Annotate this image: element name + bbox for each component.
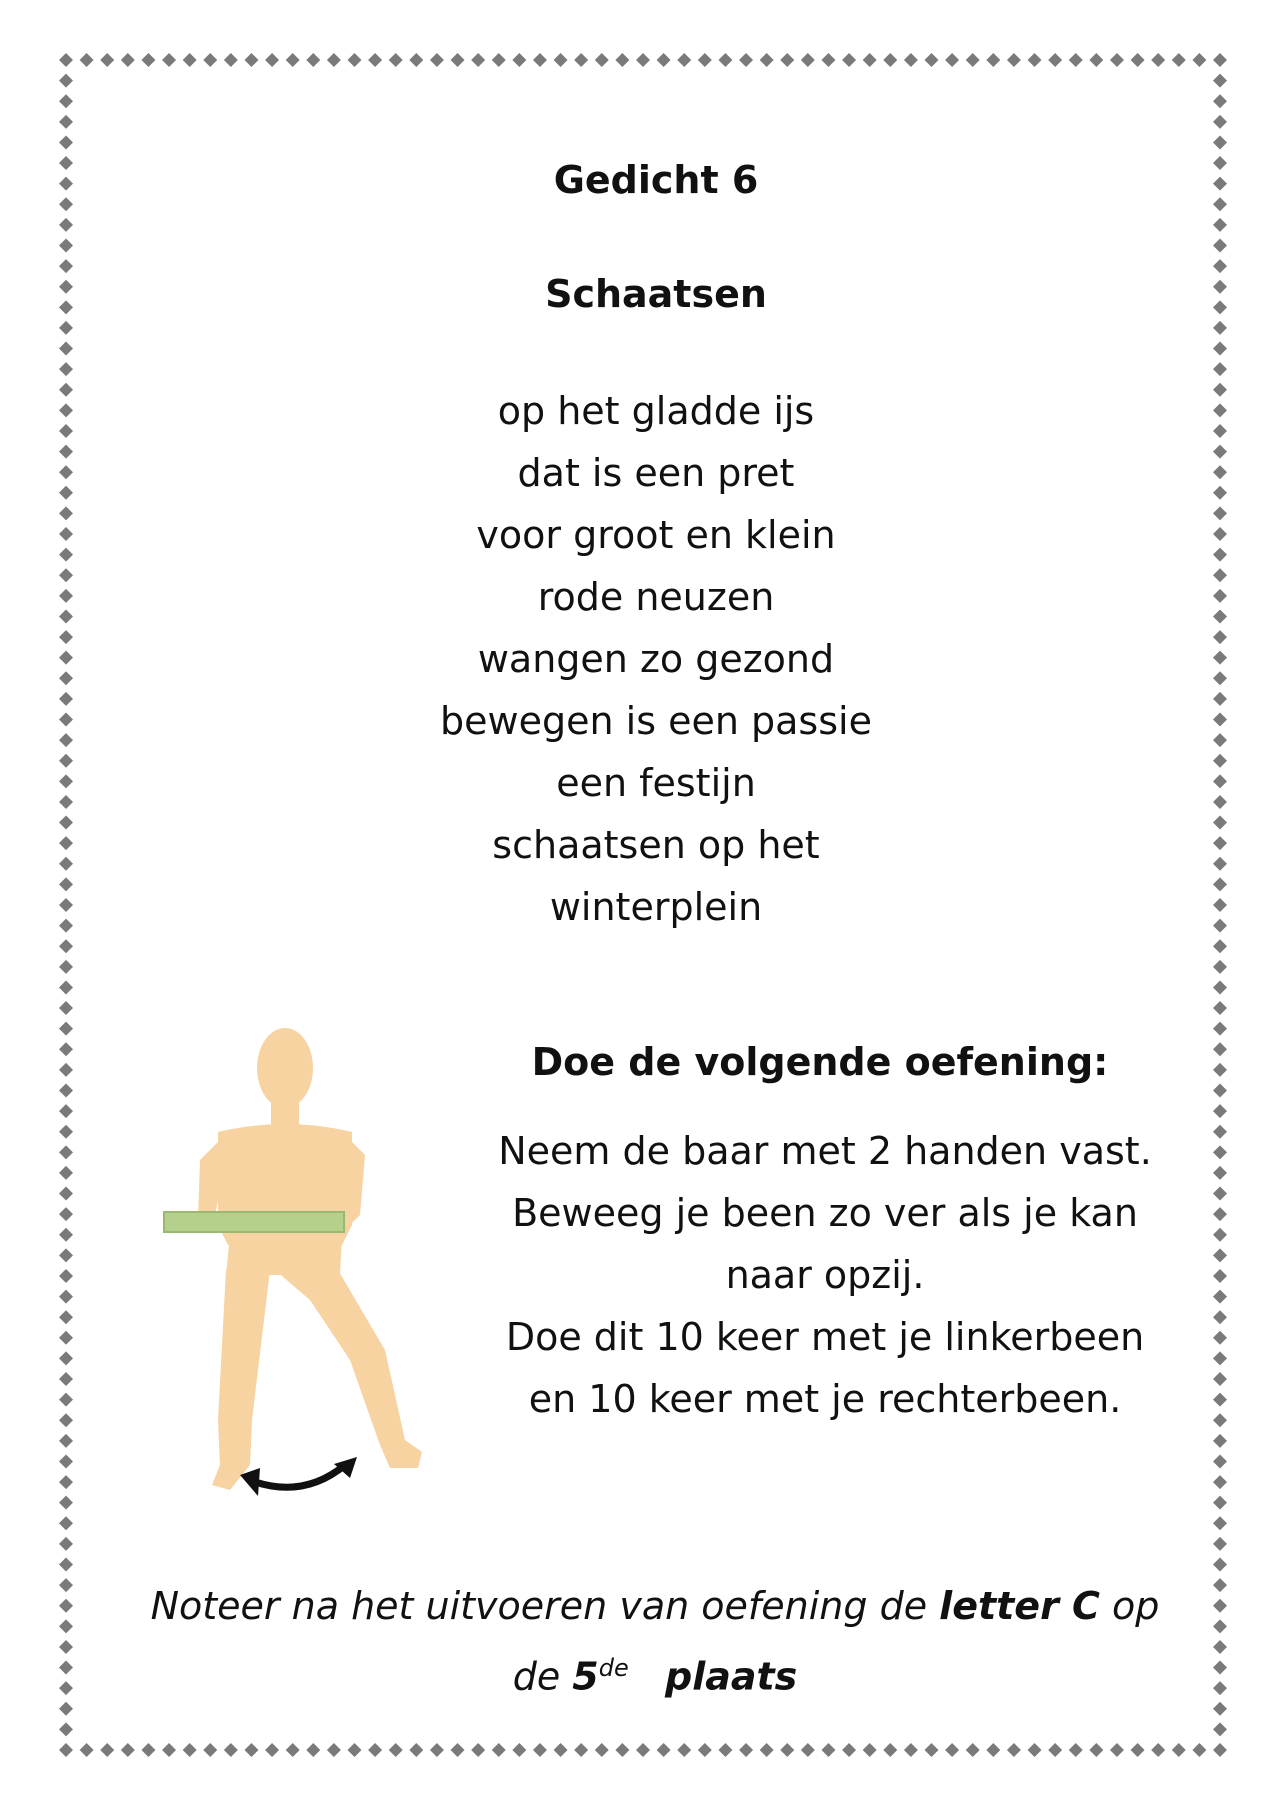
- border-diamond: [430, 53, 444, 67]
- border-diamond: [966, 1743, 980, 1757]
- border-diamond: [59, 53, 73, 67]
- border-diamond: [59, 1516, 73, 1530]
- border-diamond: [842, 1743, 856, 1757]
- border-diamond: [1213, 74, 1227, 88]
- border-diamond: [286, 53, 300, 67]
- border-diamond: [1213, 1599, 1227, 1613]
- border-diamond: [59, 1248, 73, 1262]
- border-diamond: [1213, 1104, 1227, 1118]
- border-diamond: [636, 1743, 650, 1757]
- footer-letter: letter C: [939, 1584, 1100, 1628]
- border-diamond: [59, 1228, 73, 1242]
- border-diamond: [59, 1661, 73, 1675]
- border-diamond: [1131, 1743, 1145, 1757]
- border-diamond: [1213, 1331, 1227, 1345]
- border-diamond: [409, 1743, 423, 1757]
- border-diamond: [59, 1269, 73, 1283]
- border-diamond: [59, 1145, 73, 1159]
- border-diamond: [1028, 1743, 1042, 1757]
- border-diamond: [1213, 1743, 1227, 1757]
- border-diamond: [348, 1743, 362, 1757]
- border-diamond: [389, 53, 403, 67]
- border-diamond: [265, 1743, 279, 1757]
- border-diamond: [471, 1743, 485, 1757]
- border-diamond: [1213, 1619, 1227, 1633]
- border-diamond: [1213, 1578, 1227, 1592]
- border-diamond: [801, 1743, 815, 1757]
- border-diamond: [59, 1619, 73, 1633]
- border-diamond: [430, 1743, 444, 1757]
- border-diamond: [986, 1743, 1000, 1757]
- footer-text: Noteer na het uitvoeren van oefening de: [150, 1584, 940, 1628]
- border-diamond: [698, 1743, 712, 1757]
- border-diamond: [1213, 1063, 1227, 1077]
- border-diamond: [801, 53, 815, 67]
- border-diamond: [1213, 238, 1227, 252]
- border-diamond: [1213, 115, 1227, 129]
- border-diamond: [59, 1166, 73, 1180]
- border-diamond: [451, 1743, 465, 1757]
- poem-line: op het gladde ijs: [497, 389, 815, 433]
- poem-line: voor groot en klein: [476, 513, 836, 557]
- exercise-heading: Doe de volgende oefening:: [531, 1040, 1109, 1084]
- border-diamond: [59, 1558, 73, 1572]
- instruction-line: Beweeg je been zo ver als je kan: [512, 1191, 1138, 1235]
- border-diamond: [1213, 53, 1227, 67]
- border-diamond: [59, 1454, 73, 1468]
- border-diamond: [59, 1083, 73, 1097]
- border-diamond: [883, 1743, 897, 1757]
- border-diamond: [1213, 1722, 1227, 1736]
- border-diamond: [698, 53, 712, 67]
- border-diamond: [203, 1743, 217, 1757]
- border-diamond: [224, 53, 238, 67]
- border-diamond: [162, 1743, 176, 1757]
- border-diamond: [677, 1743, 691, 1757]
- border-diamond: [1213, 1372, 1227, 1386]
- border-diamond: [306, 53, 320, 67]
- border-diamond: [59, 321, 73, 335]
- border-diamond: [718, 1743, 732, 1757]
- border-diamond: [1213, 1145, 1227, 1159]
- border-diamond: [986, 53, 1000, 67]
- border-diamond: [1172, 1743, 1186, 1757]
- border-diamond: [1213, 1558, 1227, 1572]
- border-diamond: [59, 135, 73, 149]
- border-diamond: [1213, 1496, 1227, 1510]
- border-diamond: [842, 53, 856, 67]
- curved-arrow-icon: [255, 1465, 345, 1487]
- border-diamond: [945, 53, 959, 67]
- border-diamond: [59, 1125, 73, 1139]
- border-diamond: [512, 53, 526, 67]
- border-diamond: [59, 238, 73, 252]
- border-diamond: [59, 1022, 73, 1036]
- border-diamond: [1028, 53, 1042, 67]
- border-diamond: [1213, 1187, 1227, 1201]
- poem-line: dat is een pret: [517, 451, 795, 495]
- footer-text-3: de: [512, 1654, 573, 1699]
- border-diamond: [1048, 53, 1062, 67]
- border-diamond: [657, 1743, 671, 1757]
- border-diamond: [1213, 1042, 1227, 1056]
- border-diamond: [760, 53, 774, 67]
- border-diamond: [821, 53, 835, 67]
- border-diamond: [100, 1743, 114, 1757]
- border-diamond: [59, 1496, 73, 1510]
- border-diamond: [1151, 53, 1165, 67]
- border-diamond: [966, 53, 980, 67]
- border-diamond: [1213, 1125, 1227, 1139]
- border-diamond: [1192, 53, 1206, 67]
- border-diamond: [59, 1187, 73, 1201]
- poem-text: [0, 380, 1280, 938]
- border-diamond: [265, 53, 279, 67]
- border-diamond: [368, 53, 382, 67]
- border-diamond: [925, 1743, 939, 1757]
- border-diamond: [59, 960, 73, 974]
- border-diamond: [59, 1413, 73, 1427]
- border-diamond: [1213, 1228, 1227, 1242]
- border-diamond: [945, 1743, 959, 1757]
- border-diamond: [100, 53, 114, 67]
- border-diamond: [59, 1104, 73, 1118]
- border-diamond: [780, 53, 794, 67]
- border-diamond: [1213, 1537, 1227, 1551]
- border-diamond: [1172, 53, 1186, 67]
- border-diamond: [59, 1640, 73, 1654]
- poem-title: Schaatsen: [545, 272, 767, 316]
- border-diamond: [59, 342, 73, 356]
- border-diamond: [1213, 1413, 1227, 1427]
- border-diamond: [1213, 342, 1227, 356]
- border-diamond: [1213, 1001, 1227, 1015]
- border-diamond: [59, 980, 73, 994]
- border-diamond: [1213, 94, 1227, 108]
- border-diamond: [327, 1743, 341, 1757]
- border-diamond: [59, 1722, 73, 1736]
- border-diamond: [306, 1743, 320, 1757]
- border-diamond: [760, 1743, 774, 1757]
- border-diamond: [59, 259, 73, 273]
- border-diamond: [574, 1743, 588, 1757]
- border-diamond: [615, 53, 629, 67]
- instruction-line: en 10 keer met je rechterbeen.: [528, 1377, 1122, 1421]
- border-diamond: [59, 1290, 73, 1304]
- border-diamond: [1213, 1290, 1227, 1304]
- border-diamond: [59, 218, 73, 232]
- border-diamond: [739, 1743, 753, 1757]
- poem-line: bewegen is een passie: [440, 699, 872, 743]
- border-diamond: [533, 1743, 547, 1757]
- border-diamond: [59, 1743, 73, 1757]
- border-diamond: [80, 53, 94, 67]
- border-diamond: [183, 1743, 197, 1757]
- border-diamond: [1192, 1743, 1206, 1757]
- border-diamond: [863, 53, 877, 67]
- border-diamond: [141, 53, 155, 67]
- border-diamond: [1089, 1743, 1103, 1757]
- poem-line: schaatsen op het: [492, 823, 820, 867]
- border-diamond: [59, 1702, 73, 1716]
- border-diamond: [1213, 1310, 1227, 1324]
- poem-line: een festijn: [556, 761, 756, 805]
- border-diamond: [59, 1681, 73, 1695]
- border-diamond: [1131, 53, 1145, 67]
- border-diamond: [59, 1310, 73, 1324]
- poem-line: wangen zo gezond: [477, 637, 835, 681]
- border-diamond: [492, 53, 506, 67]
- exercise-illustration: [160, 1020, 470, 1520]
- poem-line: winterplein: [549, 885, 763, 929]
- border-diamond: [286, 1743, 300, 1757]
- border-diamond: [59, 1599, 73, 1613]
- border-diamond: [636, 53, 650, 67]
- instruction-line: naar opzij.: [725, 1253, 925, 1297]
- border-diamond: [59, 1331, 73, 1345]
- border-diamond: [1213, 362, 1227, 376]
- footer-text-2: op: [1099, 1584, 1160, 1628]
- border-diamond: [141, 1743, 155, 1757]
- border-diamond: [1213, 1393, 1227, 1407]
- border-diamond: [1151, 1743, 1165, 1757]
- border-diamond: [1213, 1207, 1227, 1221]
- border-diamond: [1213, 1351, 1227, 1365]
- border-diamond: [677, 53, 691, 67]
- border-diamond: [1007, 53, 1021, 67]
- border-diamond: [59, 939, 73, 953]
- border-diamond: [533, 53, 547, 67]
- border-diamond: [554, 1743, 568, 1757]
- border-diamond: [1213, 1702, 1227, 1716]
- border-diamond: [595, 1743, 609, 1757]
- border-diamond: [59, 1207, 73, 1221]
- border-diamond: [904, 53, 918, 67]
- border-diamond: [1213, 1022, 1227, 1036]
- border-diamond: [121, 53, 135, 67]
- border-diamond: [244, 1743, 258, 1757]
- border-diamond: [162, 53, 176, 67]
- border-diamond: [59, 362, 73, 376]
- border-diamond: [1213, 1640, 1227, 1654]
- footer-instruction: [130, 1575, 1180, 1708]
- border-diamond: [1213, 980, 1227, 994]
- border-diamond: [1213, 218, 1227, 232]
- border-diamond: [59, 1393, 73, 1407]
- border-diamond: [1213, 939, 1227, 953]
- border-diamond: [883, 53, 897, 67]
- border-diamond: [1069, 53, 1083, 67]
- border-diamond: [59, 1578, 73, 1592]
- border-diamond: [1213, 1269, 1227, 1283]
- border-diamond: [1213, 135, 1227, 149]
- border-diamond: [1213, 1681, 1227, 1695]
- border-diamond: [1048, 1743, 1062, 1757]
- border-diamond: [59, 1537, 73, 1551]
- border-diamond: [1213, 1083, 1227, 1097]
- border-diamond: [59, 1001, 73, 1015]
- border-diamond: [657, 53, 671, 67]
- border-diamond: [1213, 1248, 1227, 1262]
- border-diamond: [512, 1743, 526, 1757]
- border-diamond: [1213, 1475, 1227, 1489]
- border-diamond: [203, 53, 217, 67]
- footer-place: plaats: [665, 1654, 798, 1699]
- border-diamond: [1213, 321, 1227, 335]
- footer-number: 5: [572, 1654, 599, 1699]
- border-diamond: [1069, 1743, 1083, 1757]
- border-diamond: [1213, 1661, 1227, 1675]
- instruction-line: Doe dit 10 keer met je linkerbeen: [505, 1315, 1145, 1359]
- border-diamond: [59, 94, 73, 108]
- border-diamond: [492, 1743, 506, 1757]
- border-diamond: [80, 1743, 94, 1757]
- border-diamond: [59, 1475, 73, 1489]
- border-diamond: [1213, 1516, 1227, 1530]
- border-diamond: [1110, 53, 1124, 67]
- border-diamond: [59, 115, 73, 129]
- border-diamond: [780, 1743, 794, 1757]
- poem-number-title: Gedicht 6: [553, 158, 759, 202]
- person-figure: [198, 1028, 422, 1490]
- border-diamond: [1213, 259, 1227, 273]
- border-diamond: [327, 53, 341, 67]
- border-diamond: [348, 53, 362, 67]
- border-diamond: [554, 53, 568, 67]
- border-diamond: [389, 1743, 403, 1757]
- border-diamond: [1110, 1743, 1124, 1757]
- border-diamond: [183, 53, 197, 67]
- border-diamond: [595, 53, 609, 67]
- border-diamond: [59, 1434, 73, 1448]
- border-diamond: [1007, 1743, 1021, 1757]
- border-diamond: [1213, 1454, 1227, 1468]
- border-diamond: [59, 1042, 73, 1056]
- footer-ordinal-suffix: de: [598, 1654, 629, 1682]
- border-diamond: [59, 1372, 73, 1386]
- border-diamond: [59, 1063, 73, 1077]
- instruction-line: Neem de baar met 2 handen vast.: [498, 1129, 1152, 1173]
- border-diamond: [718, 53, 732, 67]
- poem-line: rode neuzen: [537, 575, 775, 619]
- border-diamond: [863, 1743, 877, 1757]
- border-diamond: [1213, 960, 1227, 974]
- border-diamond: [59, 74, 73, 88]
- border-diamond: [574, 53, 588, 67]
- border-diamond: [1213, 1434, 1227, 1448]
- border-diamond: [121, 1743, 135, 1757]
- border-diamond: [471, 53, 485, 67]
- border-diamond: [1089, 53, 1103, 67]
- border-diamond: [59, 1351, 73, 1365]
- border-diamond: [925, 53, 939, 67]
- footer-line-2: [130, 1637, 1180, 1708]
- border-diamond: [244, 53, 258, 67]
- border-diamond: [1213, 1166, 1227, 1180]
- border-diamond: [224, 1743, 238, 1757]
- exercise-instructions: [475, 1120, 1175, 1430]
- border-diamond: [739, 53, 753, 67]
- border-diamond: [904, 1743, 918, 1757]
- border-diamond: [368, 1743, 382, 1757]
- border-diamond: [821, 1743, 835, 1757]
- exercise-bar: [164, 1212, 344, 1232]
- border-diamond: [451, 53, 465, 67]
- border-diamond: [409, 53, 423, 67]
- border-diamond: [615, 1743, 629, 1757]
